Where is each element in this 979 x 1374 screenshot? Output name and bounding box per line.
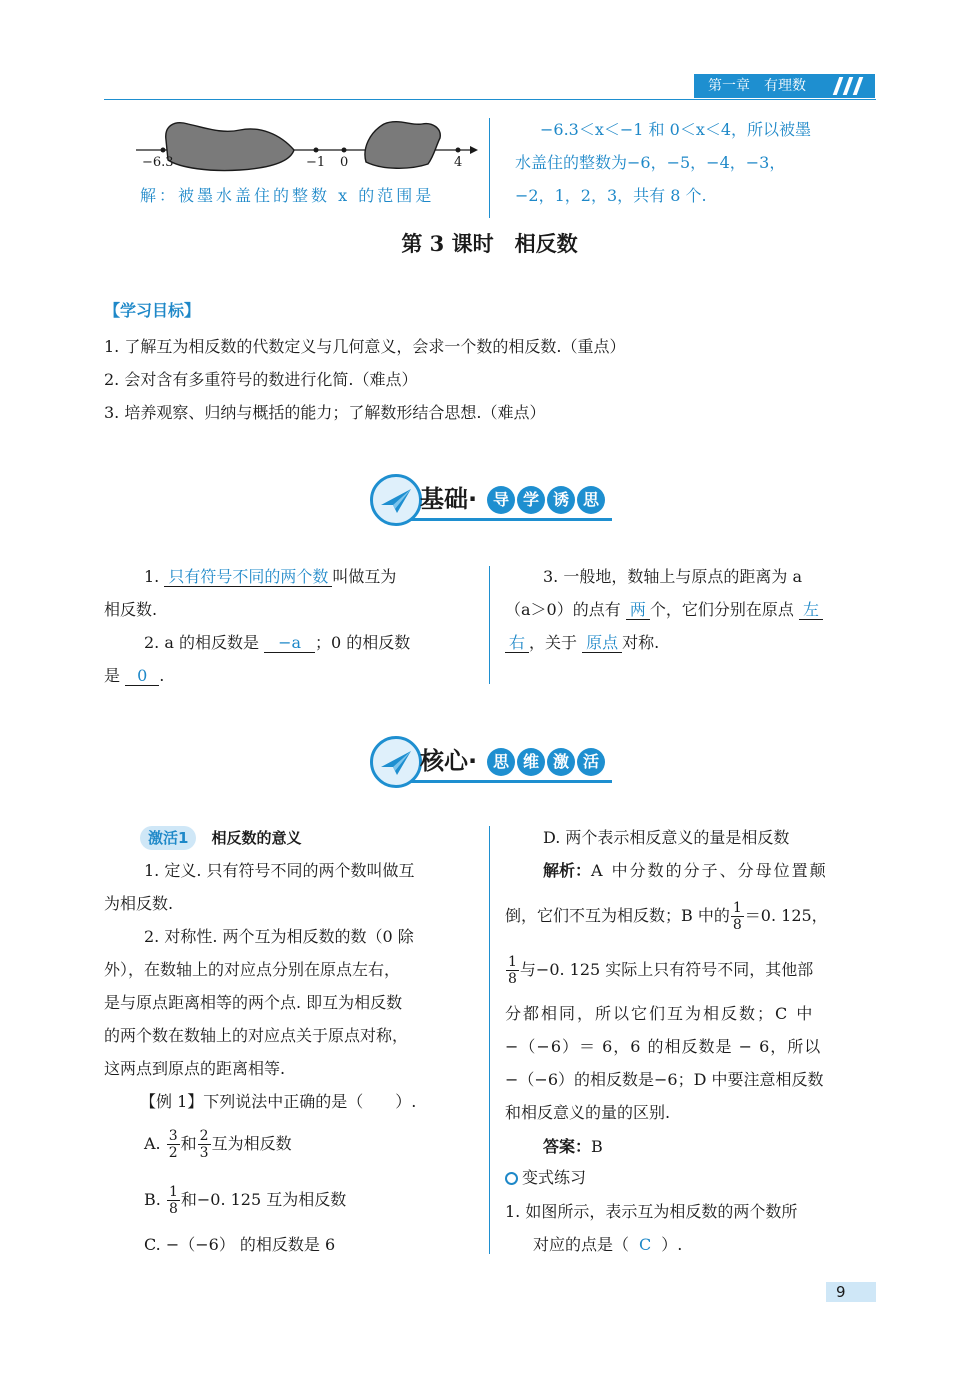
top-answer-line-3: −2，1，2，3，共有 8 个. xyxy=(515,186,707,205)
banner2-underline xyxy=(402,780,612,783)
core-divider xyxy=(489,826,490,1254)
fraction: $\frac{1}{8}$ xyxy=(168,1184,178,1217)
banner-char-4: 思 xyxy=(577,486,605,514)
analysis-line-4: 分都相同，所以它们互为相反数；C 中 xyxy=(505,1004,815,1023)
basic-q2-answer-2: 0 xyxy=(125,666,159,686)
tab-slash-3 xyxy=(853,77,864,95)
activation-badge: 激活1 xyxy=(140,826,196,850)
point-neg6-3 xyxy=(161,148,166,153)
label-four: 4 xyxy=(454,155,463,170)
fraction: $\frac{1}{8}$ xyxy=(508,954,517,987)
basic-q1-answer: 只有符号不同的两个数 xyxy=(164,567,332,587)
variant-q1-line1: 1. 如图所示，表示互为相反数的两个数所 xyxy=(505,1202,798,1221)
ink-blot-left xyxy=(166,123,294,171)
analysis-line-3: $\frac{1}{8}$ 与−0. 125 实际上只有符号不同，其他部 xyxy=(508,954,814,987)
chapter-tab xyxy=(694,74,875,98)
lesson-title: 第 3 课时 相反数 xyxy=(401,231,578,256)
top-answer-line-1: −6.3＜x＜−1 和 0＜x＜4，所以被墨 xyxy=(540,120,812,139)
tab-slash-2 xyxy=(843,77,854,95)
core-line-5: 是与原点距离相等的两个点. 即互为相反数 xyxy=(104,993,403,1012)
basic-q3-line3: 右 ，关于 原点 对称. xyxy=(505,627,659,659)
banner-char-3: 诱 xyxy=(547,486,575,514)
paper-plane-icon xyxy=(370,736,422,788)
basic-q2: 2. a 的相反数是 −a ；0 的相反数 xyxy=(144,633,411,652)
variant-q1-answer: C xyxy=(639,1235,652,1254)
basic-q3-line1: 3. 一般地，数轴上与原点的距离为 a xyxy=(543,567,802,586)
answer-value: B xyxy=(591,1137,603,1156)
core-line-2: 为相反数. xyxy=(104,894,174,913)
banner2-char-2: 维 xyxy=(517,748,545,776)
point-neg1 xyxy=(314,148,319,153)
page-number: 9 xyxy=(836,1283,846,1301)
header-line xyxy=(104,99,876,100)
analysis-line-6: −（−6）的相反数是−6；D 中要注意相反数 xyxy=(505,1070,824,1089)
variant-heading: 变式练习 xyxy=(522,1168,587,1187)
option-b: B. $\frac{1}{8}$ 和−0. 125 互为相反数 xyxy=(144,1184,347,1217)
page-number-box xyxy=(826,1282,876,1302)
banner2-char-4: 活 xyxy=(577,748,605,776)
label-zero: 0 xyxy=(340,155,349,170)
goal-1: 1. 了解互为相反数的代数定义与几何意义，会求一个数的相反数.（重点） xyxy=(104,337,626,356)
banner2-char-3: 激 xyxy=(547,748,575,776)
core-topic: 相反数的意义 xyxy=(211,829,302,847)
numberline-figure xyxy=(130,112,480,172)
numberline-arrow xyxy=(470,146,478,154)
top-answer-line-2: 水盖住的整数为−6，−5，−4，−3， xyxy=(515,153,786,172)
label-neg6-3: −6.3 xyxy=(142,155,174,170)
variant-q1-line2: 对应的点是（ C ）. xyxy=(533,1235,683,1254)
analysis-label: 解析： xyxy=(543,861,592,880)
banner-core xyxy=(370,736,615,788)
label-neg1: −1 xyxy=(306,155,326,170)
banner-char-2: 学 xyxy=(517,486,545,514)
banner-char-1: 导 xyxy=(487,486,515,514)
basic-divider xyxy=(489,566,490,684)
core-line-7: 这两点到原点的距离相等. xyxy=(104,1059,286,1078)
basic-q1-line2: 相反数. xyxy=(104,600,158,619)
core-topic-row xyxy=(140,822,302,854)
banner-underline xyxy=(402,518,612,521)
core-line-4: 外），在数轴上的对应点分别在原点左右， xyxy=(104,960,401,979)
top-answer-left: 解：被墨水盖住的整数 x 的范围是 xyxy=(140,186,435,205)
core-line-3: 2. 对称性. 两个互为相反数的数（0 除 xyxy=(144,927,414,946)
basic-q3-answer-2a: 左 xyxy=(799,600,823,620)
example-1: 【例 1】下列说法中正确的是（ ）. xyxy=(140,1092,417,1111)
fraction: $\frac{1}{8}$ xyxy=(732,900,742,933)
fraction: $\frac{2}{3}$ xyxy=(199,1128,209,1161)
goal-2: 2. 会对含有多重符号的数进行化简.（难点） xyxy=(104,370,418,389)
chapter-title: 第一章 有理数 xyxy=(708,78,806,94)
point-four xyxy=(456,148,461,153)
analysis-line-5: −（−6）＝ 6，6 的相反数是 − 6，所以 xyxy=(505,1037,822,1056)
tab-slash-1 xyxy=(833,77,844,95)
point-zero xyxy=(342,148,347,153)
core-line-6: 的两个数在数轴上的对应点关于原点对称， xyxy=(104,1026,409,1045)
basic-q2-line2: 是 0 . xyxy=(104,666,165,685)
ink-blot-right xyxy=(365,122,440,169)
banner2-main-text: 核心· xyxy=(420,747,478,775)
basic-q3-answer-2b: 右 xyxy=(505,633,529,653)
basic-q2-answer: −a xyxy=(264,633,315,653)
analysis-line-7: 和相反意义的量的区别. xyxy=(505,1103,671,1122)
variant-heading-row xyxy=(505,1162,586,1194)
option-c: C. −（−6） 的相反数是 6 xyxy=(144,1235,336,1254)
goals-heading: 【学习目标】 xyxy=(104,301,201,320)
option-d: D. 两个表示相反意义的量是相反数 xyxy=(543,828,790,847)
basic-q1: 1. 只有符号不同的两个数 叫做互为 xyxy=(144,567,397,586)
basic-q3-line2: （a＞0）的点有 两 个，它们分别在原点 左 xyxy=(505,594,823,626)
answer-row xyxy=(543,1131,603,1163)
goal-3: 3. 培养观察、归纳与概括的能力；了解数形结合思想.（难点） xyxy=(104,403,546,422)
answer-label: 答案： xyxy=(543,1137,592,1156)
banner-main-text: 基础· xyxy=(420,485,478,513)
banner-basic xyxy=(370,474,615,526)
circle-bullet-icon xyxy=(505,1172,518,1185)
analysis-line-2: 倒，它们不互为相反数；B 中的 $\frac{1}{8}$ ＝0. 125， xyxy=(505,900,828,933)
banner2-char-1: 思 xyxy=(487,748,515,776)
fraction: $\frac{3}{2}$ xyxy=(168,1128,178,1161)
option-a: A. $\frac{3}{2}$ 和 $\frac{2}{3}$ 互为相反数 xyxy=(144,1128,292,1161)
top-divider xyxy=(489,118,490,218)
core-line-1: 1. 定义. 只有符号不同的两个数叫做互 xyxy=(144,861,415,880)
analysis-line-1: 解析：A 中分数的分子、分母位置颠 xyxy=(543,861,828,880)
basic-q3-answer-3: 原点 xyxy=(582,633,622,653)
basic-q3-answer-1: 两 xyxy=(626,600,650,620)
paper-plane-icon xyxy=(370,474,422,526)
